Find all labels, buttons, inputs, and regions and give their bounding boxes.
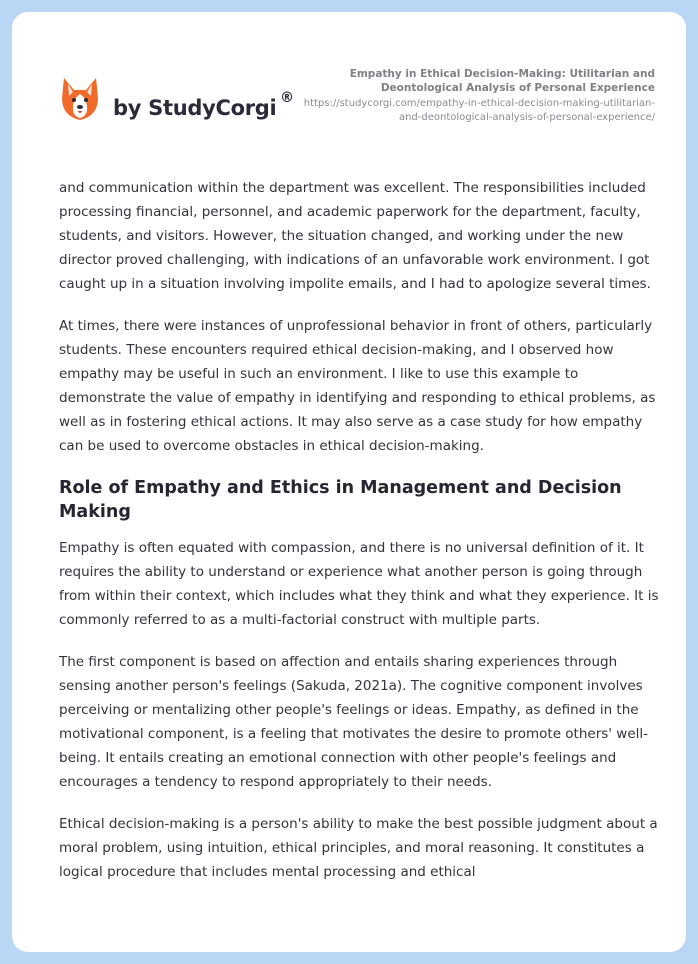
article-body [59, 176, 659, 902]
page-header [12, 12, 686, 152]
paragraph: The first component is based on affection and entails sharing experiences through sensing another person's feelings (Sakuda, 2021a). The cognitive component involves perceiving or mentalizing other people's feelings or ideas. Empathy, as defined in the motivational component, is a feeling that motivates the desire to promote others' well-being. It entails creating an emotional connection with other people's feelings and encourages a tendency to respond appropriately to their needs. [59, 654, 649, 790]
paragraph: and communication within the department was excellent. The responsibilities included processing financial, personnel, and academic paperwork for the department, faculty, students, and visitors. However, the situation changed, and working under the new director proved challenging, with indications of an unfavorable work environment. I got caught up in a situation involving impolite emails, and I had to apologize several times. [59, 180, 651, 292]
brand-name[interactable]: by StudyCorgi [113, 96, 277, 120]
paragraph: At times, there were instances of unprofessional behavior in front of others, particularly students. These encounters required ethical decision-making, and I observed how empathy may be useful in such an environment. I like to use this example to demonstrate the value of empathy in identifying and responding to ethical problems, as well as in fostering ethical actions. It may also serve as a case study for how empathy can be used to overcome obstacles in ethical decision-making. [59, 318, 656, 454]
registered-mark: ® [280, 90, 294, 106]
corgi-logo-icon[interactable] [60, 76, 100, 122]
document-url[interactable]: https://studycorgi.com/empathy-in-ethical-decision-making-utilitarian-and-deontological-analysis-of-personal-experience/ [303, 98, 655, 123]
document-title: Empathy in Ethical Decision-Making: Utilitarian and Deontological Analysis of Personal Experience [349, 68, 655, 94]
paragraph: Empathy is often equated with compassion, and there is no universal definition of it. It requires the ability to understand or experience what another person is going through from within their context, which includes what they think and what they experience. It is commonly referred to as a multi-factorial construct with multiple parts. [59, 540, 659, 628]
page-card [12, 12, 686, 952]
paragraph: Ethical decision-making is a person's ability to make the best possible judgment about a moral problem, using intuition, ethical principles, and moral reasoning. It constitutes a logical procedure that includes mental processing and ethical [59, 816, 658, 880]
document-meta [295, 67, 655, 125]
section-heading: Role of Empathy and Ethics in Management and Decision Making [59, 478, 622, 522]
